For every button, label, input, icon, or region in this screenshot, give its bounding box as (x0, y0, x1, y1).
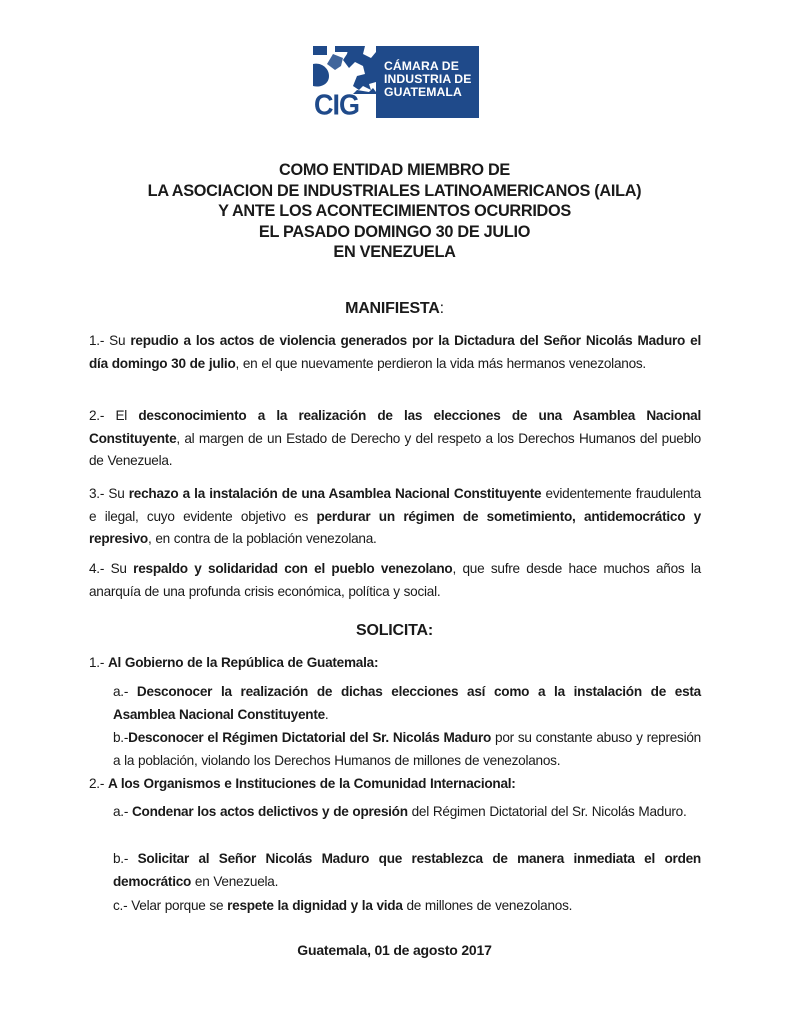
section-title-manifiesta (0, 300, 789, 318)
item-bold-text: Desconocer la realización de dichas elecciones así como a la instalación de esta Asamblea Nacional Constituyente (113, 684, 701, 722)
group-label: A los Organismos e Instituciones de la Comunidad Internacional: (107, 776, 516, 791)
item-bold-text: desconocimiento a la realización de las elecciones de una Asamblea Nacional Constituyente (89, 408, 701, 446)
solicita-group-1-item-a (113, 681, 701, 726)
item-bold-text: respaldo y solidaridad con el pueblo venezolano (133, 561, 453, 576)
solicita-group-2-label (89, 773, 701, 796)
group-label: Al Gobierno de la República de Guatemala: (107, 655, 379, 670)
item-text: evidentemente fraudulenta e ilegal, cuyo evidente objetivo es (89, 486, 701, 524)
item-bold-text: perdurar un régimen de sometimiento, antidemocrático y represivo (89, 508, 701, 546)
manifiesta-item-4 (89, 558, 701, 603)
solicita-group-2-item-c (113, 895, 701, 918)
item-text: Su (108, 486, 129, 501)
item-text: del Régimen Dictatorial del Sr. Nicolás Maduro. (407, 804, 687, 819)
item-number: 2.- (89, 408, 116, 423)
heading-line: EN VENEZUELA (333, 243, 456, 261)
item-letter: b.- (113, 730, 129, 745)
item-bold-text: Solicitar al Señor Nicolás Maduro que restablezca de manera inmediata el orden democrático (113, 851, 701, 889)
manifiesta-item-2 (89, 405, 701, 473)
item-letter: a.- (113, 684, 137, 699)
item-number: 1.- (89, 655, 108, 670)
solicita-group-2-item-b (113, 848, 701, 893)
logo-wordmark (376, 46, 479, 118)
solicita-group-1-label (89, 652, 701, 675)
item-text: , al margen de un Estado de Derecho y del respeto a los Derechos Humanos del pueblo de Venezuela. (89, 430, 701, 468)
item-text: Su (110, 561, 134, 576)
heading-line: Y ANTE LOS ACONTECIMIENTOS OCURRIDOS (218, 202, 571, 220)
item-letter: a.- (113, 804, 132, 819)
item-text: en Venezuela. (191, 873, 279, 889)
item-number: 2.- (89, 776, 108, 791)
heading-line: EL PASADO DOMINGO 30 DE JULIO (258, 222, 531, 241)
logo-line: INDUSTRIA DE (384, 72, 472, 86)
manifiesta-item-3 (89, 483, 701, 551)
item-text: por su constante abuso y represión a la población, violando los Derechos Humanos de millones de venezolanos. (113, 730, 701, 768)
item-number: 4.- (89, 561, 111, 576)
solicita-group-2-item-a (113, 801, 701, 824)
item-bold-text: respete la dignidad y la vida (227, 898, 403, 913)
item-letter: b.- (113, 851, 138, 866)
section-title-colon: : (439, 300, 444, 317)
heading-line: LA ASOCIACION DE INDUSTRIALES LATINOAMERICANOS (AILA) (147, 181, 642, 200)
item-bold-text: repudio a los actos de violencia generados por la Dictadura del Señor Nicolás Maduro el día domingo 30 de julio (89, 333, 701, 371)
item-text: . (324, 706, 329, 722)
section-title-text: MANIFIESTA (345, 300, 440, 317)
document-date: Guatemala, 01 de agosto 2017 (297, 942, 492, 958)
item-text: , en contra de la población venezolana. (147, 531, 377, 546)
manifiesta-item-1 (89, 330, 701, 375)
item-text: de millones de venezolanos. (402, 898, 573, 913)
logo-line: CÁMARA DE (384, 59, 459, 73)
item-text: El (115, 408, 139, 423)
document-heading (0, 160, 789, 263)
heading-line: COMO ENTIDAD MIEMBRO DE (279, 161, 510, 179)
item-text: , que sufre desde hace muchos años la anarquía de una profunda crisis económica, política y social. (89, 561, 701, 599)
section-title-solicita: SOLICITA: (355, 622, 433, 639)
item-text: Su (109, 333, 131, 348)
logo-line: GUATEMALA (384, 85, 462, 99)
logo-acronym: CIG (314, 89, 360, 121)
solicita-group-1-item-b (113, 727, 701, 772)
item-letter: c.- (113, 898, 132, 913)
item-bold-text: rechazo a la instalación de una Asamblea Nacional Constituyente (128, 486, 542, 501)
cig-logo (313, 46, 479, 121)
item-text: , en el que nuevamente perdieron la vida más hermanos venezolanos. (235, 355, 646, 371)
item-number: 1.- (89, 333, 110, 348)
item-bold-text: Desconocer el Régimen Dictatorial del Sr. Nicolás Maduro (128, 730, 492, 745)
item-bold-text: Condenar los actos delictivos y de opresión (131, 804, 408, 819)
item-number: 3.- (89, 486, 109, 501)
item-text: Velar porque se (131, 898, 228, 913)
